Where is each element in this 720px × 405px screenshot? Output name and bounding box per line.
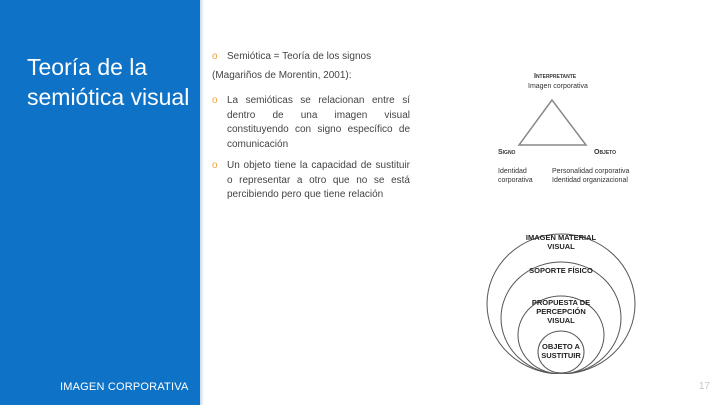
page-number: 17 — [698, 381, 710, 392]
bullet-circle-icon: o — [212, 95, 218, 106]
bullet-objeto — [212, 159, 410, 203]
bullet-text: Semiótica = Teoría de los signos — [227, 51, 372, 62]
triangle-top-sub: Imagen corporativa — [528, 83, 588, 90]
bullet-circle-icon: o — [212, 160, 218, 171]
sidebar-edge — [200, 0, 204, 405]
slide-footer: IMAGEN CORPORATIVA — [60, 381, 189, 393]
circle-inner-line1: OBJETO A — [542, 342, 580, 351]
triangle-left-heading: Signo — [498, 149, 516, 156]
bullet-text: La semióticas se relacionan entre sí dentro de una imagen visual constituyendo con signo específico de comunicación — [227, 95, 410, 150]
circle-third-label — [516, 298, 606, 325]
circle-inner-line2: SUSTITUIR — [541, 351, 581, 360]
circle-inner-label — [531, 342, 591, 360]
triangle-right-sub2: Identidad organizacional — [552, 177, 628, 184]
semiotic-triangle-diagram — [494, 72, 644, 192]
bullet-text: Un objeto tiene la capacidad de sustituir o representar a otro que no se está percibiendo pero que tiene relación — [227, 160, 410, 200]
triangle-right-sub1: Personalidad corporativa — [552, 168, 630, 175]
circle-third-line3: VISUAL — [547, 316, 575, 325]
circle-outer-line2: VISUAL — [547, 242, 575, 251]
citation-text: (Magariños de Morentin, 2001): — [212, 70, 352, 81]
bullet-circle-icon: o — [212, 51, 218, 62]
triangle-left-sub1: Identidad — [498, 168, 527, 175]
circle-outer-label — [516, 233, 606, 251]
slide-title: Teoría de la semiótica visual — [27, 54, 190, 110]
nested-circles-diagram — [483, 224, 637, 374]
triangle-top-heading: Interpretante — [534, 73, 577, 80]
bullet-relacion — [212, 94, 410, 152]
triangle-right-heading: Objeto — [594, 149, 617, 156]
circle-outer-line1: IMAGEN MATERIAL — [525, 233, 597, 242]
triangle-left-sub2: corporativa — [498, 177, 533, 184]
circle-second-label: SOPORTE FÍSICO — [529, 266, 593, 275]
bullet-semiotica — [212, 50, 410, 65]
circle-third-line1: PROPUESTA DE — [531, 298, 591, 307]
circle-third-line2: PERCEPCIÓN — [536, 307, 586, 316]
